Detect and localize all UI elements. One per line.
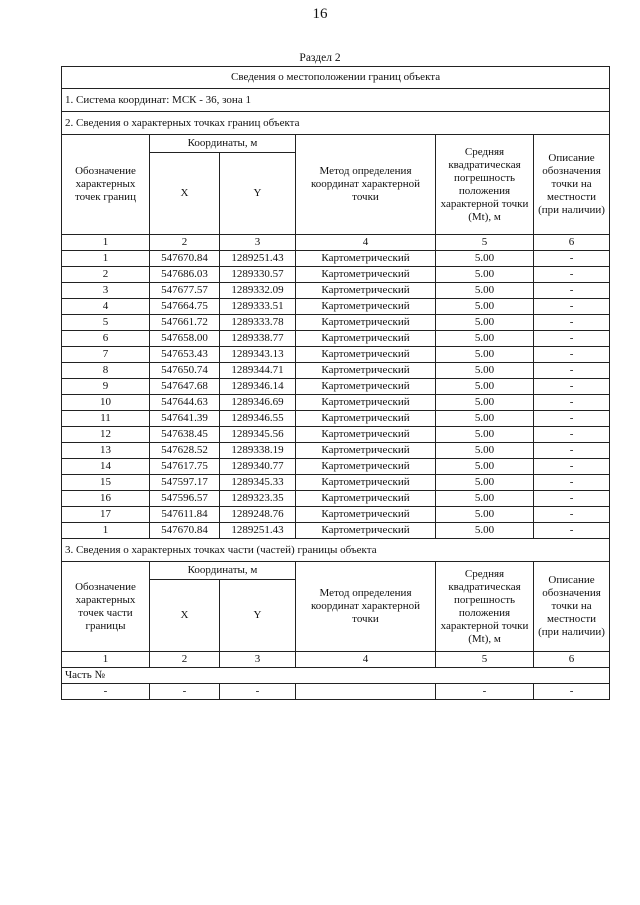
table-cell: - [534, 684, 610, 700]
table-cell: - [220, 684, 296, 700]
table-cell: 547670.84 [150, 523, 220, 539]
table-cell: Картометрический [296, 379, 436, 395]
column-number: 1 [62, 652, 150, 668]
table-cell: 1289323.35 [220, 491, 296, 507]
table-row [62, 443, 610, 459]
table-cell: - [436, 684, 534, 700]
header-point: Обозначение характерных точек границ [62, 135, 150, 235]
table-cell: 1289346.69 [220, 395, 296, 411]
table-cell: 1289345.33 [220, 475, 296, 491]
table-cell: 547597.17 [150, 475, 220, 491]
table-cell: 547658.00 [150, 331, 220, 347]
column-number: 2 [150, 235, 220, 251]
table-cell: 547661.72 [150, 315, 220, 331]
table-cell: 5.00 [436, 331, 534, 347]
table-cell: 5.00 [436, 427, 534, 443]
table-cell: 5.00 [436, 507, 534, 523]
table-cell: Картометрический [296, 475, 436, 491]
table-row [62, 491, 610, 507]
table-row [62, 267, 610, 283]
table-cell: Картометрический [296, 491, 436, 507]
column-number: 5 [436, 652, 534, 668]
header-coords: Координаты, м [150, 135, 296, 153]
table-cell: 14 [62, 459, 150, 475]
table-cell: 547650.74 [150, 363, 220, 379]
table-row [62, 507, 610, 523]
table-cell: 547644.63 [150, 395, 220, 411]
table-cell: 1289343.13 [220, 347, 296, 363]
section-title: Раздел 2 [299, 52, 341, 64]
table-title: Сведения о местоположении границ объекта [62, 67, 610, 89]
table-row [62, 523, 610, 539]
table-cell: Картометрический [296, 251, 436, 267]
table-cell: - [534, 459, 610, 475]
table-cell: 17 [62, 507, 150, 523]
header-x: X [150, 153, 220, 235]
table-cell: Картометрический [296, 267, 436, 283]
table-row [62, 251, 610, 267]
s3-header-error: Средняя квадратическая погрешность положения характерной точки (Mt), м [436, 562, 534, 652]
table-cell: 1289346.55 [220, 411, 296, 427]
column-numbers-row [62, 235, 610, 251]
table-cell: 5.00 [436, 347, 534, 363]
table-cell: 547638.45 [150, 427, 220, 443]
table-cell: - [534, 299, 610, 315]
table-cell: Картометрический [296, 411, 436, 427]
column-number: 3 [220, 235, 296, 251]
section3-title: 3. Сведения о характерных точках части (частей) границы объекта [62, 539, 610, 562]
table-cell: 547686.03 [150, 267, 220, 283]
table-cell: - [534, 507, 610, 523]
header-y: Y [220, 153, 296, 235]
table-cell: 547670.84 [150, 251, 220, 267]
column-number: 5 [436, 235, 534, 251]
table-cell: 1289338.19 [220, 443, 296, 459]
table-cell: 1289346.14 [220, 379, 296, 395]
s3-header-description: Описание обозначения точки на местности (при наличии) [534, 562, 610, 652]
boundaries-table [61, 66, 610, 700]
page-number: 16 [312, 6, 328, 22]
table-cell: - [534, 283, 610, 299]
table-cell: 9 [62, 379, 150, 395]
table-cell: Картометрический [296, 427, 436, 443]
table-cell: Картометрический [296, 331, 436, 347]
table-cell: 5.00 [436, 315, 534, 331]
s3-column-numbers-row [62, 652, 610, 668]
table-cell: - [534, 523, 610, 539]
table-cell: 5.00 [436, 491, 534, 507]
table-cell: Картометрический [296, 395, 436, 411]
table-cell: 547653.43 [150, 347, 220, 363]
column-number: 1 [62, 235, 150, 251]
table-cell: Картометрический [296, 459, 436, 475]
section2-title: 2. Сведения о характерных точках границ объекта [62, 112, 610, 135]
table-cell: 547647.68 [150, 379, 220, 395]
table-cell: 6 [62, 331, 150, 347]
table-cell: Картометрический [296, 299, 436, 315]
table-row [62, 411, 610, 427]
table-cell: Картометрический [296, 507, 436, 523]
table-cell: Картометрический [296, 347, 436, 363]
table-cell: - [534, 411, 610, 427]
column-number: 3 [220, 652, 296, 668]
table-cell: - [534, 251, 610, 267]
table-cell: Картометрический [296, 523, 436, 539]
column-number: 4 [296, 235, 436, 251]
s3-header-method: Метод определения координат характерной точки [296, 562, 436, 652]
table-cell: 5.00 [436, 251, 534, 267]
table-cell: 5.00 [436, 395, 534, 411]
table-cell: Картометрический [296, 443, 436, 459]
table-cell: 16 [62, 491, 150, 507]
table-cell: 547677.57 [150, 283, 220, 299]
table-cell: 1289251.43 [220, 251, 296, 267]
table-row [62, 395, 610, 411]
table-cell: - [150, 684, 220, 700]
table-cell: 5 [62, 315, 150, 331]
table-row [62, 427, 610, 443]
table-cell: 547641.39 [150, 411, 220, 427]
table-cell: - [534, 267, 610, 283]
table-cell: 13 [62, 443, 150, 459]
table-cell: - [534, 331, 610, 347]
table-cell: 1289332.09 [220, 283, 296, 299]
s3-header-x: X [150, 580, 220, 652]
table-cell: Картометрический [296, 283, 436, 299]
table-cell: 11 [62, 411, 150, 427]
table-cell: 1289251.43 [220, 523, 296, 539]
column-number: 4 [296, 652, 436, 668]
table-row [62, 315, 610, 331]
table-cell: Картометрический [296, 363, 436, 379]
table-cell: - [534, 475, 610, 491]
table-cell: 5.00 [436, 411, 534, 427]
table-cell: 5.00 [436, 283, 534, 299]
table-row [62, 331, 610, 347]
table-cell: - [534, 443, 610, 459]
column-number: 6 [534, 652, 610, 668]
table-cell: 1289248.76 [220, 507, 296, 523]
table-cell: 2 [62, 267, 150, 283]
header-description: Описание обозначения точки на местности (при наличии) [534, 135, 610, 235]
table-cell: 547596.57 [150, 491, 220, 507]
s3-empty-row [62, 684, 610, 700]
table-cell: 5.00 [436, 299, 534, 315]
table-cell: 5.00 [436, 267, 534, 283]
table-cell: - [62, 684, 150, 700]
table-cell: 547628.52 [150, 443, 220, 459]
table-cell: 547664.75 [150, 299, 220, 315]
table-cell: 1289333.78 [220, 315, 296, 331]
s3-header-y: Y [220, 580, 296, 652]
table-cell: 1289340.77 [220, 459, 296, 475]
table-cell: 1289338.77 [220, 331, 296, 347]
header-method: Метод определения координат характерной точки [296, 135, 436, 235]
table-row [62, 283, 610, 299]
table-cell: 1 [62, 523, 150, 539]
table-cell: 4 [62, 299, 150, 315]
table-row [62, 459, 610, 475]
table-cell: 15 [62, 475, 150, 491]
table-cell: 8 [62, 363, 150, 379]
table-cell: 5.00 [436, 475, 534, 491]
table-cell: 547617.75 [150, 459, 220, 475]
table-row [62, 299, 610, 315]
table-row [62, 475, 610, 491]
table-cell: - [534, 379, 610, 395]
part-label: Часть № [62, 668, 610, 684]
table-cell: - [534, 363, 610, 379]
table-row [62, 379, 610, 395]
table-cell: 547611.84 [150, 507, 220, 523]
table-cell: 5.00 [436, 459, 534, 475]
table-cell: 5.00 [436, 379, 534, 395]
table-cell: 1289333.51 [220, 299, 296, 315]
table-cell: 10 [62, 395, 150, 411]
table-cell: 1 [62, 251, 150, 267]
table-cell [296, 684, 436, 700]
table-row [62, 363, 610, 379]
table-cell: 1289330.57 [220, 267, 296, 283]
table-cell: 12 [62, 427, 150, 443]
table-cell: 1289344.71 [220, 363, 296, 379]
table-cell: - [534, 491, 610, 507]
column-number: 2 [150, 652, 220, 668]
table-cell: 1289345.56 [220, 427, 296, 443]
table-cell: Картометрический [296, 315, 436, 331]
table-cell: 5.00 [436, 443, 534, 459]
table-cell: - [534, 427, 610, 443]
table-row [62, 347, 610, 363]
table-cell: 7 [62, 347, 150, 363]
table-cell: - [534, 347, 610, 363]
table-cell: 5.00 [436, 363, 534, 379]
table-cell: - [534, 395, 610, 411]
table-cell: - [534, 315, 610, 331]
s3-header-coords: Координаты, м [150, 562, 296, 580]
s3-header-point: Обозначение характерных точек части границы [62, 562, 150, 652]
header-error: Средняя квадратическая погрешность положения характерной точки (Mt), м [436, 135, 534, 235]
coord-system: 1. Система координат: МСК - 36, зона 1 [62, 89, 610, 112]
table-cell: 5.00 [436, 523, 534, 539]
table-cell: 3 [62, 283, 150, 299]
column-number: 6 [534, 235, 610, 251]
